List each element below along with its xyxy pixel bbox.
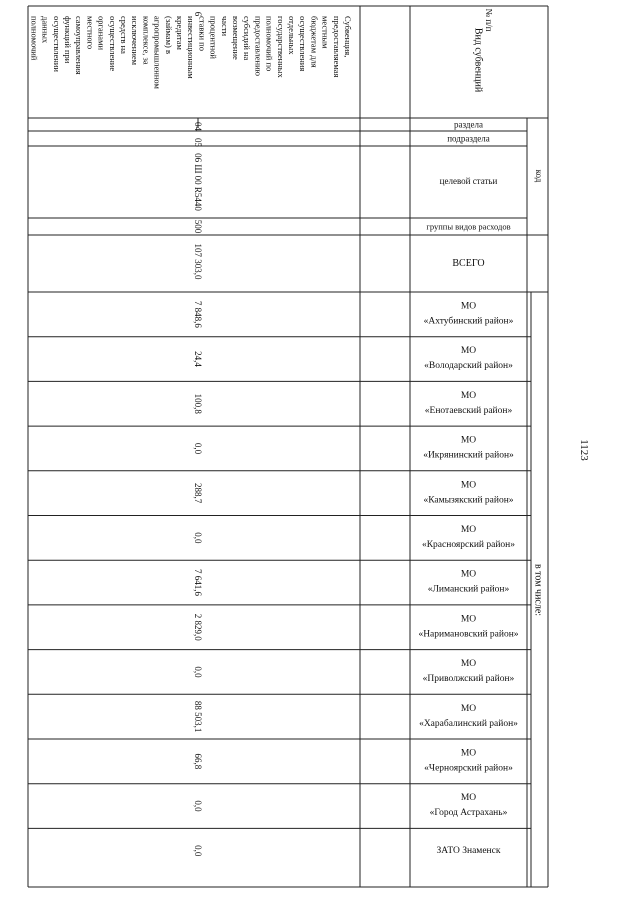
description-line: полномочий [29,16,40,61]
description-line: предоставляемая [331,16,342,78]
municipality-name: «Красноярский район» [421,540,516,551]
description-line: возмещение [231,16,241,60]
description-line: местного [85,16,96,50]
municipality-prefix: МО [460,748,477,759]
municipality-name: «Володарский район» [424,361,513,372]
podrazdel-label: подраздела [447,133,490,144]
description-line: данных [40,16,51,44]
description-line: (займам) в [163,16,174,54]
description-line: агропромышленном [152,16,163,89]
municipality-value: 0,0 [192,666,203,678]
description-line: процентной [208,16,219,59]
municipality-prefix: МО [460,703,477,714]
municipality-name: «Черноярский район» [424,763,513,774]
municipality-prefix: МО [460,390,477,401]
description-line: средств на [119,16,129,54]
description-line: осуществления [298,16,309,72]
municipality-value: 0,0 [192,532,203,544]
municipality-prefix: МО [460,569,477,580]
description-line: части [219,16,230,37]
description-line: полномочий по [264,16,275,72]
kod-label: код [533,169,544,183]
municipality-prefix: МО [460,659,477,670]
subsidy-type-label: Вид субвенций [472,27,484,93]
municipality-value: 0,0 [192,800,203,812]
municipality-value: 0,0 [192,442,203,455]
description-line: комплексе, за [141,16,152,65]
municipality-value: 100,8 [192,393,203,414]
tselevaya-code: 06 Ш 00 R5440 [192,153,203,211]
gruppy-label: группы видов расходов [426,221,511,232]
total-label: ВСЕГО [452,257,485,269]
description-line: инвестиционным [186,16,197,79]
description-line: органами [96,16,107,51]
municipality-name: «Город Астрахань» [429,808,508,819]
razdel-code: 04 [192,122,203,131]
razdel-label: раздела [454,119,483,130]
municipality-value: 7 641,6 [192,569,203,597]
municipality-value: 24,4 [192,351,203,367]
municipality-value: 2 829,0 [192,613,203,641]
description-line: бюджетам для [309,16,320,68]
municipality-value: 88 503,1 [192,700,203,733]
municipality-prefix: МО [460,614,477,625]
municipality-prefix: МО [460,346,477,357]
description-line: самоуправления [74,16,85,75]
row-number: 6 [192,11,203,17]
municipality-prefix: МО [460,301,477,312]
municipality-prefix: МО [460,435,477,446]
page-number: 1123 [578,439,590,461]
description-line: субсидий на [242,16,253,61]
podrazdel-code: 05 [192,138,203,147]
municipality-name: «Ахтубинский район» [423,316,514,327]
total-value: 107 303,0 [192,243,203,280]
municipality-name: «Приволжский район» [422,674,515,685]
municipality-value: 7 848,6 [192,300,203,328]
tselevaya-label: целевой статьи [439,176,498,187]
v-tom-chisle-label: в том числе: [532,563,544,617]
description-line: ставки по [197,16,208,51]
municipality-value: 0,0 [192,845,203,857]
municipality-name: «Лиманский район» [427,584,510,595]
municipality-name: «Камызякский район» [423,495,514,506]
description-line: функций при [63,16,73,64]
municipality-name: ЗАТО Знаменск [436,845,501,856]
municipality-prefix: МО [460,480,477,491]
municipality-prefix: МО [460,793,477,804]
description-line: исключением [130,16,141,66]
description-line: местным [320,16,331,49]
municipality-name: «Наримановский район» [418,629,519,640]
description-line: осуществлении [51,16,62,72]
subsidy-table [28,6,548,887]
description-line: отдельных [287,16,297,55]
description-line: осуществление [107,16,118,72]
municipality-prefix: МО [460,525,477,536]
municipality-name: «Енотаевский район» [424,405,513,416]
description-line: Субвенция, [343,16,353,58]
description-line: предоставлению [253,16,264,76]
municipality-name: «Икрянинский район» [423,450,514,461]
municipality-value: 66,8 [192,753,203,770]
description-line: кредитам [175,16,185,50]
description-line: государственных [275,16,286,78]
municipality-value: 288,7 [192,483,203,504]
gruppa-code: 500 [192,219,203,234]
municipality-name: «Харабалинский район» [419,718,518,729]
num-label: № п/п [483,8,494,32]
